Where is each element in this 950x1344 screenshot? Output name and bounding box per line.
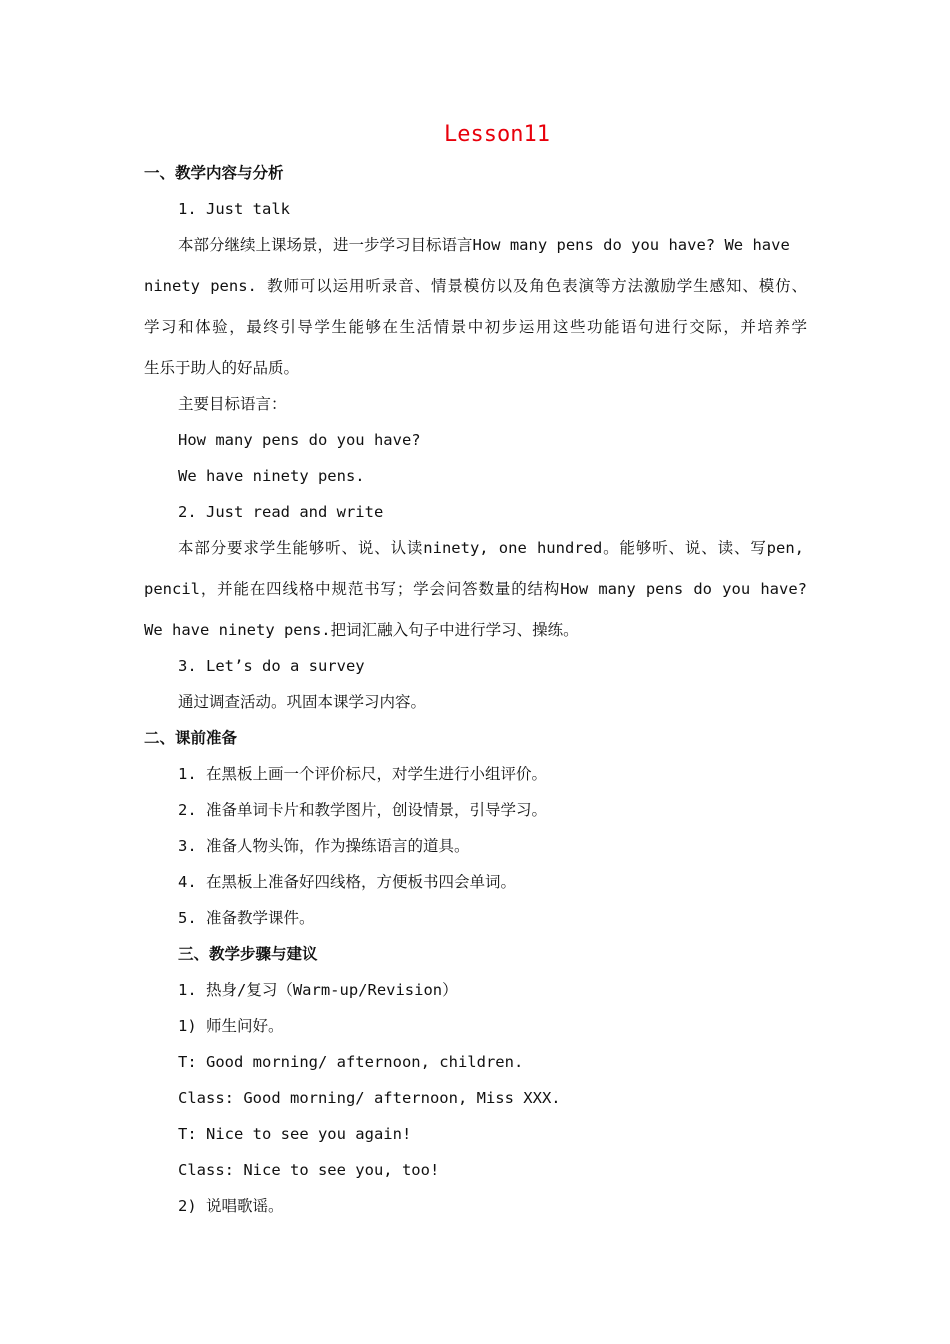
list-item: 1. 在黑板上画一个评价标尺，对学生进行小组评价。 — [178, 765, 547, 783]
list-item: 4. 在黑板上准备好四线格，方便板书四会单词。 — [178, 873, 516, 891]
paragraph-line: 本部分要求学生能够听、说、认读ninety, one hundred。能够听、说、读、写pen, — [178, 539, 804, 557]
dialog-line: T: Good morning/ afternoon, children. — [178, 1053, 524, 1071]
list-item: 3. 准备人物头饰，作为操练语言的道具。 — [178, 837, 470, 855]
sub-item: 2) 说唱歌谣。 — [178, 1197, 284, 1215]
dialog-line: T: Nice to see you again! — [178, 1125, 412, 1143]
dialog-line: Class: Good morning/ afternoon, Miss XXX. — [178, 1089, 561, 1107]
paragraph-line: pencil，并能在四线格中规范书写；学会问答数量的结构How many pens do you have? — [144, 580, 807, 598]
item-just-talk: 1. Just talk — [178, 200, 290, 218]
paragraph-line: 生乐于助人的好品质。 — [144, 359, 300, 377]
paragraph-line: ninety pens. 教师可以运用听录音、情景模仿以及角色表演等方法激励学生感知、模仿、 — [144, 277, 807, 295]
paragraph-line: We have ninety pens.把词汇融入句子中进行学习、操练。 — [144, 621, 579, 639]
section-heading-content: 一、教学内容与分析 — [144, 164, 284, 182]
target-sentence: We have ninety pens. — [178, 467, 365, 485]
paragraph-line: 本部分继续上课场景，进一步学习目标语言How many pens do you have? We have — [178, 236, 790, 254]
paragraph-line: 通过调查活动。巩固本课学习内容。 — [178, 693, 427, 711]
section-heading-steps: 三、教学步骤与建议 — [178, 945, 318, 963]
item-read-write: 2. Just read and write — [178, 503, 384, 521]
paragraph-line: 学习和体验，最终引导学生能够在生活情景中初步运用这些功能语句进行交际，并培养学 — [144, 318, 807, 336]
item-survey: 3. Let’s do a survey — [178, 657, 365, 675]
section-heading-preparation: 二、课前准备 — [144, 729, 238, 747]
list-item: 5. 准备教学课件。 — [178, 909, 315, 927]
step-item: 1. 热身/复习（Warm-up/Revision） — [178, 981, 458, 999]
target-sentence: How many pens do you have? — [178, 431, 421, 449]
target-language-label: 主要目标语言： — [178, 395, 287, 413]
page-title: Lesson11 — [444, 122, 550, 147]
list-item: 2. 准备单词卡片和教学图片，创设情景，引导学习。 — [178, 801, 547, 819]
dialog-line: Class: Nice to see you, too! — [178, 1161, 440, 1179]
sub-item: 1) 师生问好。 — [178, 1017, 284, 1035]
